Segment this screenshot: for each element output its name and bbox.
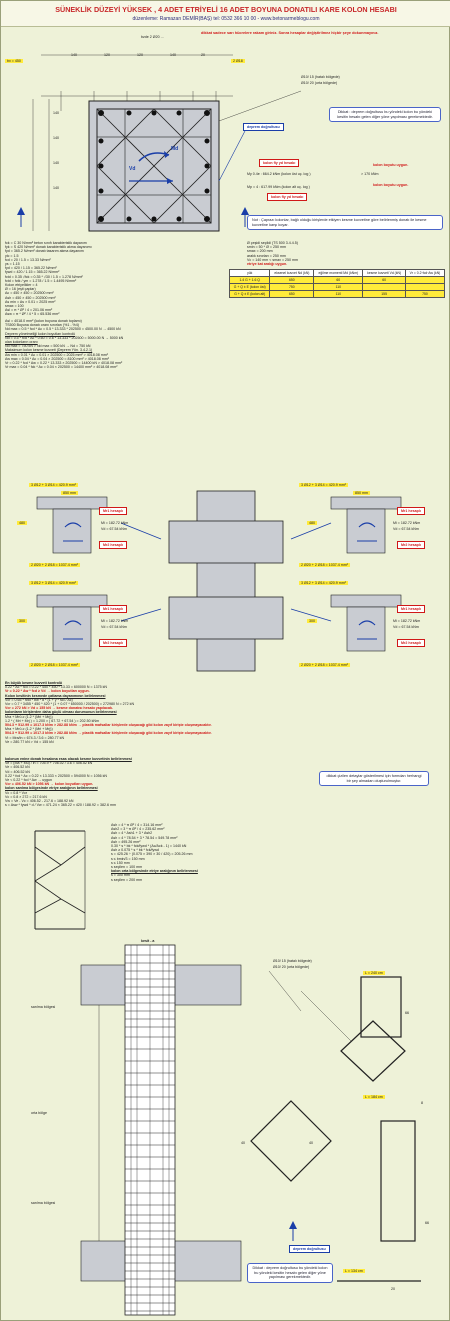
calc-line: Vc = 0.8 * Vcr (5, 790, 28, 795)
confinement-bot-label: sarılma bölgesi (31, 1201, 56, 1205)
calc-line: Ø çeşidi seçildi (TS 500 3.4.4.5) (247, 241, 298, 245)
calc-line: Mra + Mrü ≥ (1.2 * (Mri + Mrj)) (5, 714, 53, 719)
calc-line: Ash ≥ 0.075 * s * bk * fck/fywd (111, 848, 159, 853)
calc-heading: kolonun enine donatı hesabına esas olacak kesme kuvvetinin belirlenmesi (5, 757, 132, 761)
calc-line: smin = 50 * Ø = 250 mm (247, 245, 286, 250)
mr1-button-right-2[interactable]: Mr1 hesaplı (397, 605, 425, 613)
dim-top-5: 20 (201, 53, 205, 57)
kolon-fiyy-button-2[interactable]: kolon fiy yd hesabı (267, 193, 307, 201)
dim-top-2: 120 (104, 53, 110, 57)
calc4-block (5, 757, 305, 807)
column-elevation-drawing (1, 941, 450, 1321)
dim-top-1: 140 (71, 53, 77, 57)
calc-line: Vc = 140 mm < smax = 250 mm (247, 257, 299, 262)
calc-line: Ash = 4 * 78.54 + 3 * 78.54 = 549.78 mm² (111, 835, 178, 840)
beam-bot-right-eq[interactable]: 2 Ø20 + 2 Ø18 = 1037.4 mm² (301, 563, 348, 567)
calc-line: fctd = 0.35 √fck = 0.35 * √30 / 1.5 = 1.278 N/mm² (5, 274, 83, 279)
my-line: My 0.4e : 664.2 kNm (kolon üst uç. log ) (247, 172, 311, 176)
beam-h-right[interactable]: 480 (309, 521, 315, 525)
legend-left: bzde 2 Ø20 ... (141, 35, 164, 39)
calc-line: Ac = 450 × 450 = 202500 mm² (5, 291, 54, 296)
calc-result: Vcr = 406.52 kN > 1056 kN → kolon boyutları uygun. (5, 782, 94, 787)
calc-line: s seçilen = 100 mm (111, 865, 143, 870)
table-cell: 750 (405, 291, 444, 298)
header (1, 1, 450, 27)
callout-middle: Ø10/ 20 (orta bölgede) (301, 81, 338, 85)
beam2-h-left[interactable]: 300 (19, 619, 25, 623)
calc-line: Kolon etriyelikler = 4 (5, 283, 38, 288)
calc-line: Vw = Ve - Vc = 406.52 - 217.6 = 188.92 kN (5, 799, 74, 804)
calc-line: Ash = 4 * Ash1 + 3 * Ash2 (111, 831, 153, 836)
calc-line: fyd = 420 / 1.15 = 365.22 N/mm² (5, 266, 57, 271)
table-header: Vr = 0.2·fcd·Aw (kN) (405, 270, 444, 277)
calc-result: 504.3 + 512.99 = 1017.3 kNm > 282.88 kNm → plastik mafsallar kirişlerde oluşacağı gibi kolon zayıf kirişte oluşmayacaktır. (5, 731, 212, 736)
calc-line: Nd max = 0.5 * fcd * Ac = 0.5 * 13.333 * 202500 = 4500.00 N → 4500 kN (5, 327, 121, 332)
table-cell (405, 284, 444, 291)
calc-line: fywd = 420 / 1.15 = 365.22 N/mm² (5, 270, 60, 275)
mr2-button-left-2[interactable]: Mr2 hesaplı (99, 639, 127, 647)
calc-line: Asl = π * Ø² / 4 = 201.06 mm² (5, 308, 53, 313)
table-cell: G + Q ± E (kolon alt) (230, 291, 270, 298)
stirrup-dim-66: 66 (405, 1011, 409, 1015)
beam-mi-left: Mi = 182.72 kNm (101, 521, 129, 525)
table-cell[interactable]: 60 (314, 277, 363, 284)
calc-line: s ≤ bmin/3 = 150 mm (111, 856, 145, 861)
table-header: kesme kuvveti Vd (kN) (363, 270, 406, 277)
calc-line: fcd = 20 / 1.5 = 13.33 N/mm² (5, 257, 51, 262)
calc-line: Aw min = 0.01 * Ac = 0.01 × 202500 = 2025 mm² > 4018.08 mm² (5, 352, 108, 357)
dim-left-4: 140 (53, 186, 59, 190)
kolon-uygun-2: kolon boyutu uygun. (373, 183, 409, 187)
calc-line: Vt = Mra/ln = 674.3 / 3.6 = 280.77 kN (5, 735, 65, 740)
direction-note: Dikkat : deprem doğrultusu bu yöndeki kolon bu yöndeki kesitin hesabı gelen diğer yöne yapılması gerekmektedir. (329, 107, 441, 122)
dim-left-2: 140 (53, 136, 59, 140)
middle-zone-label: orta bölge (31, 1111, 47, 1115)
beam-h-left[interactable]: 480 (19, 521, 25, 525)
confinement-top-label: sarılma bölgesi (31, 1005, 56, 1009)
beam2-mi-left: Mi = 182.72 kNm (101, 619, 129, 623)
dim-top-4: 140 (170, 53, 176, 57)
beam-top-left-eq[interactable]: 3 Ø12 + 3 Ø14 = 420.9 mm² (31, 483, 76, 487)
mr1-button-right[interactable]: Mr1 hesaplı (397, 507, 425, 515)
page-subtitle: düzenleme: Ramazan DEMİR(BAŞ) tel: 0532 366 10 00 - www.betonarmeblogu.com (132, 16, 320, 22)
table-header: yük (230, 270, 270, 277)
mr2-button-right-2[interactable]: Mr2 hesaplı (397, 639, 425, 647)
bottom-callout-2: Ø10/ 20 (orta bölgede) (273, 965, 310, 969)
calc-line: Maksimum kolon kesme kuvveti (Deprem Yön. 3.4.2.1) (5, 348, 93, 353)
stirrup-dim-8: 8 (421, 1101, 423, 1105)
beam2-h-right[interactable]: 300 (309, 619, 315, 623)
table-cell (405, 277, 444, 284)
legend-right[interactable]: 2 Ø18 (233, 59, 243, 63)
calc-result: 504.3 + 512.99 = 1017.3 kNm > 282.88 kNm → plastik mafsallar kirişlerde oluşacağı gibi kolon zayıf kirişte oluşmayacaktır. (5, 723, 212, 728)
middle-note: dikkat çizilen detaylar gösterilmesi için formdan herhangi bir şey almadan oluşturulmuştur. (319, 771, 429, 786)
beam-width-right[interactable]: 850 mm (355, 491, 368, 495)
bx-label[interactable]: bx = 450 (7, 59, 21, 63)
stirrup-length-3[interactable]: L = 134 cm (345, 1269, 363, 1273)
kesit-label: kesit - a (141, 939, 155, 943)
table-header: eğilme momenti Md (kNm) (314, 270, 363, 277)
stirrup-dim-66b: 66 (425, 1221, 429, 1225)
stirrup-dim-40a: 40 (241, 1141, 245, 1145)
calc-line: Ash = 450 × 450 = 202500 mm² (5, 295, 56, 300)
calc-line: Vr max = 0.04 * fck * Ac = 0.04 × 202500 = 14400 mm² > 4018.08 mm² (5, 365, 118, 370)
table-cell[interactable]: 750 (270, 284, 314, 291)
calc-heading: kolonların kirişlerden daha güçlü olması durumunun belirlenmesi (5, 710, 117, 715)
calc-line: Vd = 406.52 kN (5, 769, 30, 774)
calc-line: s seçilen = 200 mm (111, 877, 143, 882)
mp-line: Mp = 4 : 617.99 kNm (kolon alt uç. log ) (247, 185, 310, 189)
beam2-vd-left: Vd = 67.54 kNm (101, 625, 127, 629)
calc-line: Nd max = 750 kN > Nd max = 500 kN → Nd = 750 kN (5, 344, 91, 349)
calc-line: ylc = 1.5 (5, 253, 19, 258)
calc-line: Mra + Mrü ≥ (1.2 * (Mri + Mrj)) (5, 727, 53, 732)
beam-width-left[interactable]: 850 mm (63, 491, 76, 495)
calc-line: 0.30 * s * bk * fck/fywd * (Ac/Ack - 1) = 1440 kN (111, 844, 187, 849)
calc-line: 0.22 * fcd * Ac = 0.22 × 13.333 × 202500 = 594000 N = 1056 kN (5, 773, 108, 778)
calc-line: fyk = S 420 N/mm² donatı karakteristik akma dayanımı (5, 245, 92, 250)
kolon-fiyy-button[interactable]: kolon fiy yd hesabı (259, 159, 299, 167)
beam2-bot-right-eq[interactable]: 2 Ø20 + 2 Ø18 = 1037.4 mm² (301, 663, 348, 667)
table-cell[interactable] (363, 284, 406, 291)
calc-line: s = 425.26 ÷ (0.075 × 390 × 30 / 420) = 205.26 mm (111, 852, 193, 857)
calc1-left (5, 241, 235, 317)
column-section-drawing (1, 31, 450, 231)
calc-line: s = Asw * fywd * d / Vw = 471.24 × 365.22 × 420 / 188.92 = 382.6 mm (5, 803, 116, 808)
beam2-top-left-eq[interactable]: 3 Ø12 + 3 Ø14 = 420.9 mm² (31, 581, 76, 585)
bottom-direction-note: Dikkat : deprem doğrultusu bu yöndeki kolon bu yöndeki kesitin hesabı gelen diğer yöne yapılması gerekmektedir. (247, 1263, 333, 1283)
table-header: eksenel kuvvet Nd (kN) (270, 270, 314, 277)
table-row (230, 291, 445, 298)
calc-result: Vcr = 272 kN > Vd = 155 kN → kesme donatısı hesabı yapılacak. (5, 706, 113, 711)
beam-vd-left: Vd = 67.54 kNm (101, 527, 127, 531)
calc-line: As min = As × 0.01 = 2025 mm² (5, 299, 56, 304)
bottom-note: Not : Çaprazı kolonlar, bağlı olduğu kirişlerde etkiyen kesme kuvvetine göre belirlenmiş donatı ile kesme kuvvetine karşı koyar. (247, 215, 443, 230)
calc-line: 0.22 * Ac * fcd = 0.22 * 450 * 450 * 13.33 = 600000 N = 1375 kN (5, 685, 107, 690)
callout-confinement: Ø10/ 15 (hatalı bölgede) (301, 75, 340, 79)
beam-top-right-eq[interactable]: 3 Ø12 + 3 Ø14 = 420.9 mm² (301, 483, 346, 487)
table-cell[interactable]: 650 (270, 277, 314, 284)
beam2-mi-right: Mi = 182.72 kNm (393, 619, 421, 623)
stirrup-dim-40b: 40 (309, 1141, 313, 1145)
calc-line: Asw = π * Ø² / 4 * 5 = 65.536 mm² (5, 312, 60, 317)
calc-line: fyd = 365.2 N/mm² donatı tasarım akma dayanımı (5, 249, 85, 254)
calc-line: Ash2 = 3 * π Ø² / 4 = 235.62 mm² (111, 827, 165, 832)
beam2-bot-left-eq[interactable]: 2 Ø20 + 2 Ø18 = 1037.4 mm² (31, 663, 78, 667)
beam-joint-drawing (1, 471, 450, 671)
calc-line: fck = C 30 N/mm² beton sınıfı karakteristik dayanım (5, 241, 87, 245)
calc-line: Vcr = 0.65 * fctd * bw * d * (1 + γ * Nd / Ac) (5, 697, 73, 702)
calc-line: Ø = 16 (eşit çaplar) (5, 287, 36, 292)
mr1-button-left[interactable]: Mr1 hesaplı (99, 507, 127, 515)
beam-vd-right: Vd = 67.54 kNm (393, 527, 419, 531)
calc-line: smax = 100 (5, 304, 24, 309)
calc-line: Ve = 280.77 kN > Vd = 155 kN (5, 739, 54, 744)
calc-line: olan kolonların oranı (5, 340, 38, 345)
calc-line: Nd = 0.5 * fcd * Ac * 0.60 = 0.6 * 13.333 * 202500 = 5000.00 N → 5000 kN (5, 335, 124, 340)
load-table (229, 269, 445, 298)
calc-heading: Kolon kesitinin kesmede çatlama dayanımının belirlenmesi (5, 693, 106, 698)
table-cell[interactable]: 110 (314, 291, 363, 298)
calc-line: smax = 200 mm (247, 249, 273, 254)
table-row (230, 277, 445, 284)
mr2-button-right[interactable]: Mr2 hesaplı (397, 541, 425, 549)
calc-result: etriye kat aralığı uygun. (247, 262, 288, 267)
calc-line: aralık sınırları = 250 mm (247, 253, 286, 258)
bottom-callout-1: Ø10/ 15 (hatalı bölgede) (273, 959, 312, 963)
deprem-direction-label: deprem doğrultusu (243, 123, 284, 131)
dim-left-1: 140 (53, 111, 59, 115)
calc-line: Asl = 4018.0 mm² (kolon boyuna donatı toplamı) (5, 319, 82, 323)
beam-bot-left-eq[interactable]: 2 Ø20 + 2 Ø18 = 1037.4 mm² (31, 563, 78, 567)
calc-line: Vc = 0.8 × 272 = 217.6 kN (5, 794, 47, 799)
stirrup-dim-20: 20 (391, 1287, 395, 1291)
calc-line: 1.2 * ( Mri + Mrj ) = 1.200 × ( 67.72 + 67.54 ) = 202.50 kNm (5, 718, 99, 723)
page-title: SÜNEKLİK DÜZEYİ YÜKSEK , 4 ADET ETRİYELİ 16 ADET BOYUNA DONATILI KARE KOLON HESABI (55, 5, 397, 14)
stirrup-length-1[interactable]: L = 240 cm (365, 971, 383, 975)
table-cell[interactable]: 650 (270, 291, 314, 298)
beam2-vd-right: Vd = 67.54 kNm (393, 625, 419, 629)
my-compare: > 170 kNm (361, 172, 379, 176)
table-row (230, 284, 445, 291)
calc-line: TS500 Boyuna donatı oranı sınırları (%1 - %4) (5, 323, 79, 328)
calc-line: Vr = 0.22 * fcd * Aw = 0.22 * 13.333 × 202500 = 14400 kN > 4018.08 mm² (5, 361, 123, 366)
beam-mi-right: Mi = 182.72 kNm (393, 521, 421, 525)
calc-line: Deprem yönetmeliği kolon boyutları kontrolü (5, 331, 76, 336)
calc-line: Ash = 495.26 mm² (111, 839, 141, 844)
calc1-right (247, 241, 447, 266)
mr2-button-left[interactable]: Mr2 hesaplı (99, 541, 127, 549)
calc-line: Aw max = 0.04 * Ac = 0.04 × 202500 = 8100 mm² > 4018.08 mm² (5, 356, 109, 361)
calc-result: Vr = 0.22 * Aw * fcd ≥ Vd → kolon boyutları uygun. (5, 689, 90, 694)
table-cell: G + Q ± E (kolon üst) (230, 284, 270, 291)
calc-line: fctd = fctk / ym = 1.278 / 1.5 = 1.4495 N/mm² (5, 278, 77, 283)
calc5-block (111, 823, 445, 882)
table-cell[interactable]: 110 (314, 284, 363, 291)
table-cell[interactable]: 60 (363, 277, 406, 284)
calc-heading: En büyük kesme kuvveti kontrolü (5, 681, 63, 685)
table-cell[interactable]: 155 (363, 291, 406, 298)
mr1-button-left-2[interactable]: Mr1 hesaplı (99, 605, 127, 613)
calc-line: Ve = (Ma + Mü) / ln = 705.9 + 706.02 / 3.6 = 406.52 kN (5, 761, 93, 766)
beam2-top-right-eq[interactable]: 3 Ø12 + 3 Ø14 = 420.9 mm² (301, 581, 346, 585)
calc-heading: kolon orta bölgesinde etriye aralığının belirlenmesi (111, 869, 198, 874)
calc2-block (5, 319, 445, 369)
kolon-uygun-1: kolon boyutu uygun. (373, 163, 409, 167)
top-note: dikkat sadece sarı hücrelere rakam giriniz. Sonra hesaplar değiştirilmez hiçbir şeye dokunmayınız. (201, 31, 379, 35)
stirrup-length-2[interactable]: L = 184 cm (365, 1095, 383, 1099)
calc-line: Ve < 0.22 * fcd * Aw → uygun (5, 778, 52, 783)
calc-line: Ve = 406.52 kN (5, 765, 30, 770)
dim-top-3: 120 (137, 53, 143, 57)
vd-label: Vd (129, 166, 136, 172)
table-cell: 1.4 G + 1.6 Q (230, 277, 270, 284)
calc-line: s = 300 mm (111, 873, 130, 878)
calc3-block (5, 681, 445, 744)
calc-line: s ≤ 150 mm (111, 860, 130, 865)
calc-heading: kolon sarılma bölgesinde etriye aralığının belirlenmesi (5, 786, 98, 791)
md-label: Md (171, 146, 179, 152)
calc-line: ys = 1.15 (5, 262, 20, 267)
deprem-direction-label-2: deprem doğrultusu (289, 1245, 330, 1253)
calc-line: Ash = 4 * π Ø² / 4 = 314.16 mm² (111, 823, 163, 827)
dim-left-3: 140 (53, 161, 59, 165)
calc-line: Vcr = 0.7 * 3455 * 450 * 420 * (1 + 0.07 * 650000 / 202500) = 272980 N = 272 kN (5, 702, 135, 707)
